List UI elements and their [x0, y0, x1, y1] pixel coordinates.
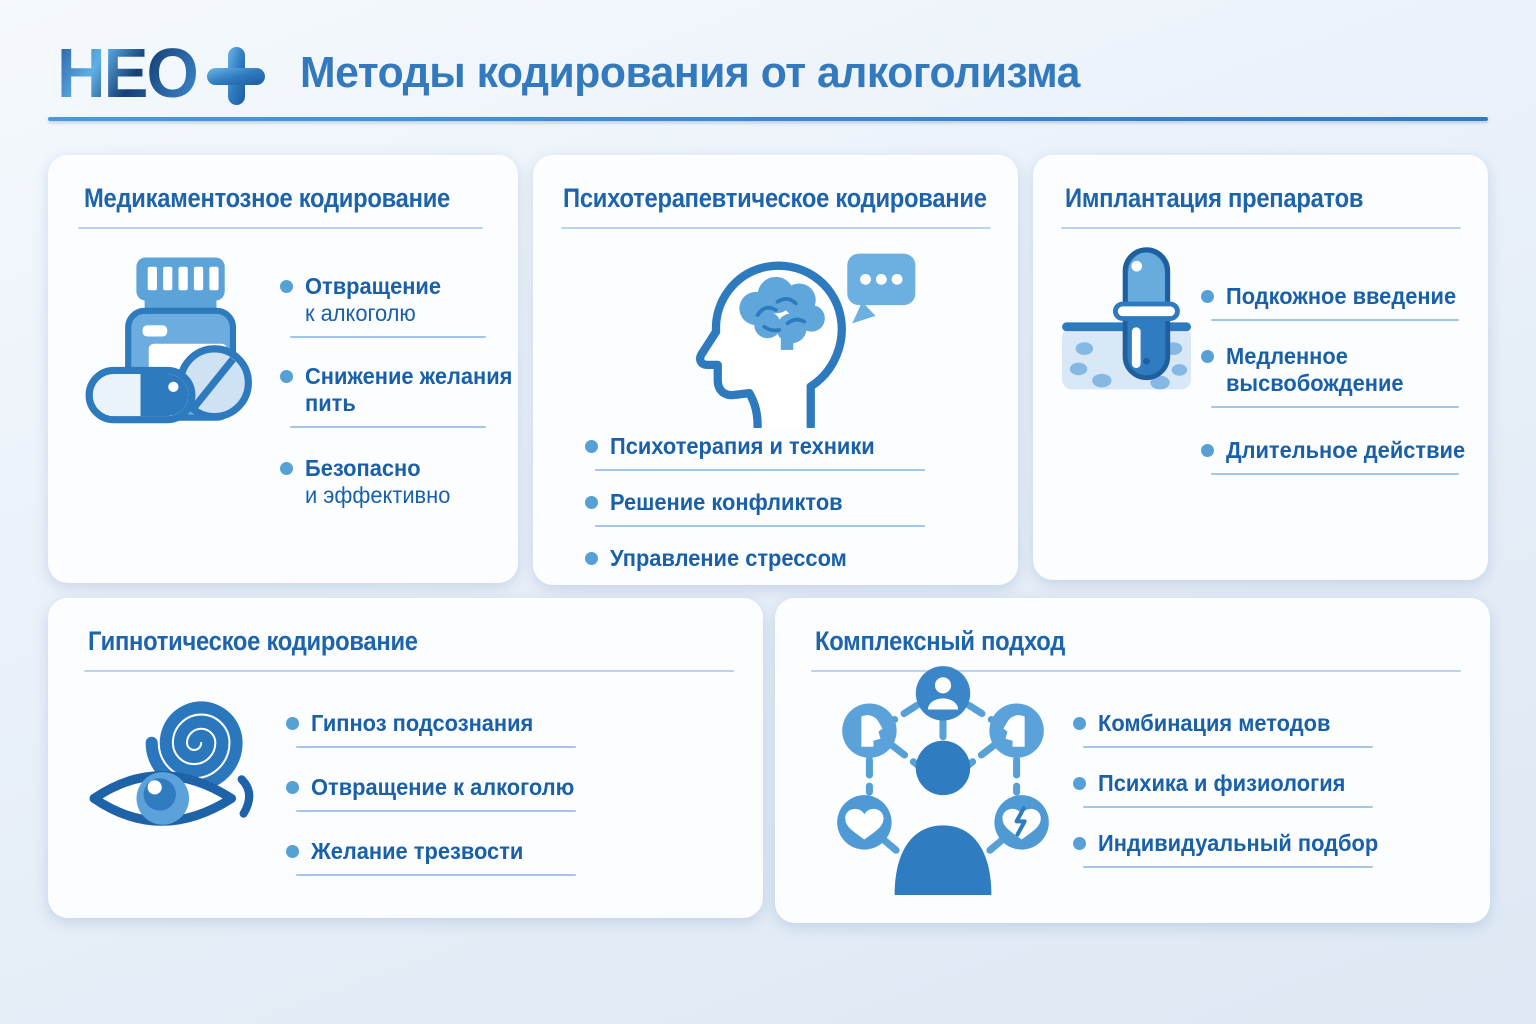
card-title: Медикаментозное кодирование [84, 183, 451, 213]
card-title-underline [561, 227, 991, 229]
card-psychotherapy [533, 155, 1018, 585]
bullet-underline [290, 336, 486, 338]
bullet-text: Безопасно [305, 455, 421, 481]
bullet-text: Медленное [1226, 343, 1348, 369]
bullet-text: Отвращение к алкоголю [311, 774, 575, 800]
bullet-dot-icon [1201, 290, 1214, 303]
bullet-text: Психотерапия и техники [610, 433, 875, 459]
bullet-dot-icon [585, 496, 598, 509]
bullet-item [286, 838, 586, 876]
bullet-text: Индивидуальный подбор [1098, 830, 1379, 856]
header-divider [48, 117, 1488, 121]
card-title: Комплексный подход [815, 626, 1066, 656]
bullet-text: и эффективно [305, 482, 451, 509]
card-title: Психотерапевтическое кодирование [563, 183, 987, 213]
bullet-dot-icon [585, 440, 598, 453]
bullet-underline [1083, 806, 1373, 808]
bullet-dot-icon [280, 280, 293, 293]
bullet-text: Желание трезвости [311, 838, 524, 864]
card-complex [775, 598, 1490, 923]
bullet-item [1073, 770, 1383, 808]
bullet-dot-icon [1073, 837, 1086, 850]
bullet-dot-icon [286, 717, 299, 730]
bullet-text: Решение конфликтов [610, 489, 843, 515]
bullet-underline [1211, 406, 1459, 408]
bullet-item [286, 774, 586, 812]
bullet-text: пить [305, 390, 356, 417]
card-title-underline [1061, 227, 1461, 229]
head-brain-speech-icon [648, 237, 922, 428]
bullet-item [1201, 343, 1459, 408]
card-title: Имплантация препаратов [1065, 183, 1364, 213]
bullet-dot-icon [280, 462, 293, 475]
card-title: Гипнотическое кодирование [88, 626, 418, 656]
bullet-text: Комбинация методов [1098, 710, 1331, 736]
bullet-dot-icon [1073, 777, 1086, 790]
bullet-dot-icon [286, 845, 299, 858]
bullet-underline [290, 426, 486, 428]
person-network-icon [817, 653, 1069, 895]
bullet-item [1201, 283, 1459, 321]
bullet-item [286, 710, 586, 748]
plus-icon [205, 45, 267, 107]
bullet-text: Длительное действие [1226, 437, 1466, 463]
bullet-item [585, 489, 925, 527]
neo-plus-logo [57, 34, 267, 112]
bullet-item [280, 273, 486, 338]
bullet-item [1073, 710, 1383, 748]
page-title: Методы кодирования от алкоголизма [300, 48, 1080, 97]
pill-bottle-icon [83, 243, 273, 428]
bullet-item [585, 433, 925, 471]
card-hypnosis [48, 598, 763, 918]
bullet-dot-icon [1073, 717, 1086, 730]
bullet-text: Снижение желания [305, 363, 513, 389]
bullet-text: Отвращение [305, 273, 441, 299]
bullet-text: Психика и физиология [1098, 770, 1346, 796]
card-title-underline [78, 227, 483, 229]
bullet-item [1201, 437, 1466, 475]
bullet-text: Гипноз подсознания [311, 710, 534, 736]
bullet-text: высвобождение [1226, 370, 1404, 397]
bullet-dot-icon [585, 552, 598, 565]
bullet-underline [1211, 473, 1459, 475]
bullet-underline [1083, 746, 1373, 748]
bullet-dot-icon [280, 370, 293, 383]
bullet-underline [296, 810, 576, 812]
bullet-item [280, 363, 513, 428]
bullet-text: Управление стрессом [610, 545, 847, 571]
bullet-item [585, 545, 925, 572]
bullet-underline [595, 525, 925, 527]
bullet-text: Подкожное введение [1226, 283, 1457, 309]
bullet-dot-icon [1201, 350, 1214, 363]
card-implantation [1033, 155, 1488, 580]
bullet-text: к алкоголю [305, 300, 416, 327]
bullet-underline [296, 874, 576, 876]
bullet-item [280, 455, 486, 509]
hypnosis-spiral-eye-icon [88, 660, 280, 852]
bullet-underline [1211, 319, 1459, 321]
bullet-dot-icon [286, 781, 299, 794]
card-medication [48, 155, 518, 583]
bullet-underline [1083, 866, 1373, 868]
capsule-implant-icon [1055, 240, 1201, 400]
bullet-item [1073, 830, 1383, 868]
logo-text: НЕО [57, 34, 197, 112]
bullet-underline [296, 746, 576, 748]
bullet-underline [595, 469, 925, 471]
bullet-dot-icon [1201, 444, 1214, 457]
